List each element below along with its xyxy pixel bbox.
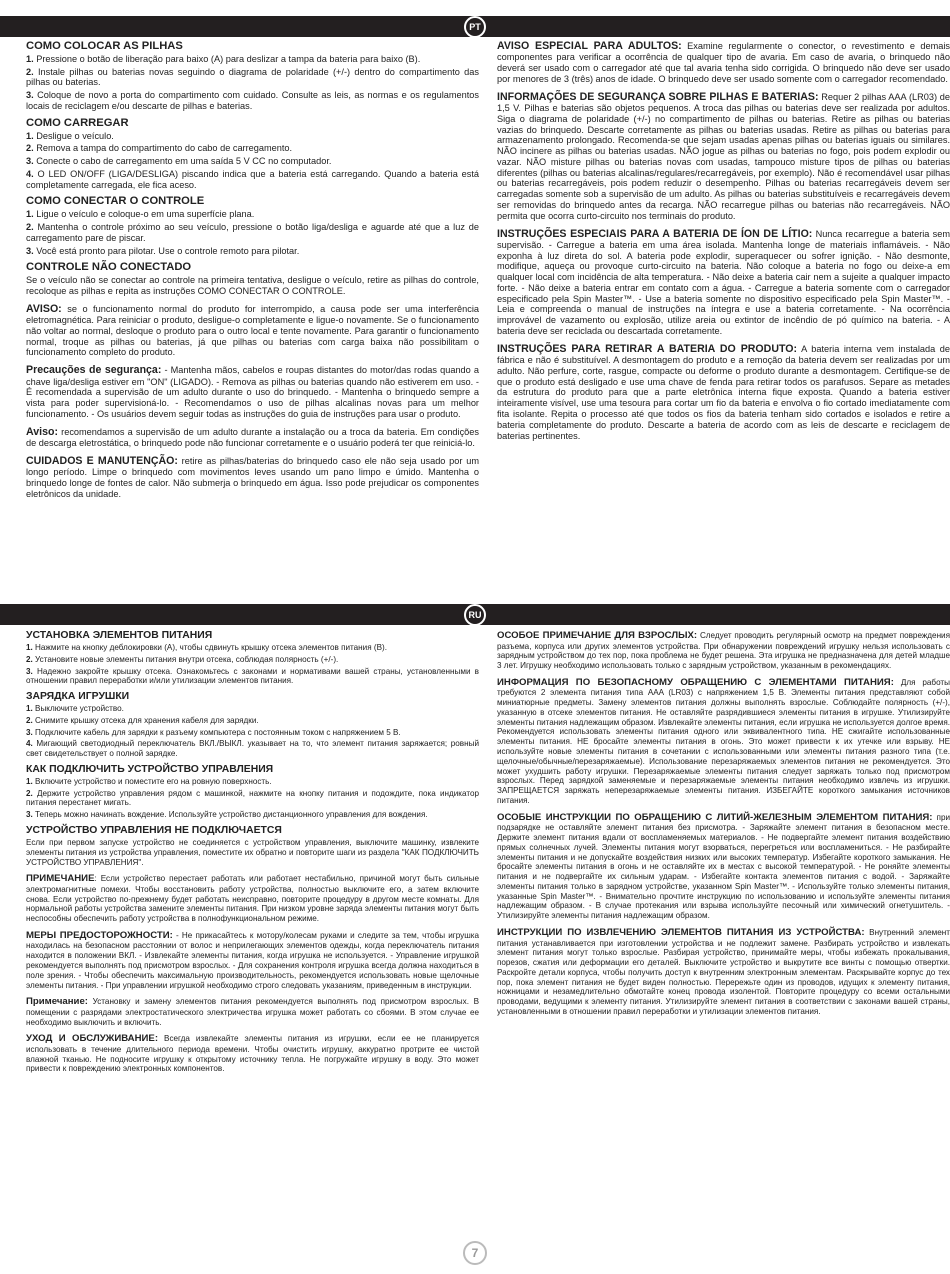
ru-precautions: МЕРЫ ПРЕДОСТОРОЖНОСТИ: - Не прикасайтесь к мотору/колесам руками и следите за тем, чтобы игрушка находилась на безопасном расстоянии от волос и неприлегающих элементов одежды, когда переключатель питания находится в положении ВКЛ. - Извлекайте элементы питания, когда игрушка не используется. - Управление игрушкой рекомендуется выполнять под присмотром взрослых. - Для сохранения контроля игрушка всегда должна находиться в поле зрения. - Чтобы обеспечить максимальную производительность, рекомендуется использовать новые щелочные элементы питания. - При управлении игрушкой необходимо строго следовать указаниям, приведенным в инструкции. (26, 929, 479, 990)
ru-language-badge: RU (464, 604, 486, 626)
pt-language-bar (0, 16, 950, 37)
pt-step: 1. Desligue o veículo. (26, 130, 114, 141)
pt-step: 2. Mantenha o controle próximo ao seu veículo, pressione o botão liga/desliga e aguarde até que a luz de carregamento pare de piscar. (26, 222, 479, 243)
pt-heading-connect: COMO CONECTAR O CONTROLE (26, 195, 205, 208)
pt-paragraph: Se o veículo não se conectar ao controle na primeira tentativa, desligue o veículo, retire as pilhas do controle, recoloque as pilhas e repita as instruções COMO CONECTAR O CONTROLE. (26, 275, 479, 296)
ru-battery-safety: ИНФОРМАЦИЯ ПО БЕЗОПАСНОМУ ОБРАЩЕНИЮ С ЭЛЕМЕНТАМИ ПИТАНИЯ: Для работы требуются 2 элемента питания типа AAA (LR03) с напряжением 1,5 В. Элементы питания представляют собой миниатюрные предметы. Замену элементов питания должны выполнять взрослые. Соблюдайте полярность (+/-), указанную в отсеке элементов питания. Не оставляйте разрядившиеся элементы питания в игрушке. Утилизируйте элементы питания надлежащим образом. Извлекайте элементы питания, если игрушка не используется долгое время. Рекомендуется использовать элементы питания одного или эквивалентного типа. НЕ сжигайте использованные элементы питания. НЕ бросайте элементы питания в огонь. Это может привести к их утечке или взрыву. НЕ используйте новые элементы питания в сочетании с использованными или элементы питания разного типа (т.е. щелочные/обычные/перезаряжаемые). Использование перезаряжаемых элементов питания не рекомендуется. Это может ухудшить работу игрушки. Перезаряжаемые элементы питания следует заряжать только под присмотром взрослых. Перед зарядкой заменяемые и перезаряжаемые элементы питания необходимо извлечь из игрушки. ЗАПРЕЩАЕТСЯ заряжать неперезаряжаемые элементы питания. ИЗБЕГАЙТЕ короткого замыкания источников питания. (497, 676, 950, 805)
pt-step: 1. Pressione o botão de liberação para baixo (A) para deslizar a tampa da bateria para baixo (B). (26, 53, 421, 64)
pt-heading-batteries: COMO COLOCAR AS PILHAS (26, 40, 183, 52)
pt-battery-removal: INSTRUÇÕES PARA RETIRAR A BATERIA DO PRODUTO: A bateria interna vem instalada de fábrica e não é substituível. A desmontagem do produto e a remoção da bateria devem ser realizadas por um adulto. Não perfure, corte, rasgue, compacte ou deforme o produto durante a desmontagem. Certifique-se de que o produto está desligado e use uma chave de fenda para retirar todos os parafusos. Separe as metades da estrutura do produto para que a parte eletrônica interna fique exposta. Quando a bateria estiver inteiramente visível, use uma tesoura para cortar um fio da bateria e envolva o fio cortado imediatamente com fita isolante. Repita o processo até que todos os fios da bateria tenham sido cortados e isolados e retire a bateria completamente do produto. Descarte a bateria de acordo com as leis de descarte e reciclagem de baterias pertinentes. (497, 342, 950, 441)
ru-step: 3. Подключите кабель для зарядки к разъему компьютера с постоянным током с напряжением 5 В. (26, 727, 401, 737)
ru-heading-batteries: УСТАНОВКА ЭЛЕМЕНТОВ ПИТАНИЯ (26, 630, 213, 641)
ru-step: 2. Снимите крышку отсека для хранения кабеля для зарядки. (26, 715, 259, 725)
ru-step: 2. Держите устройство управления рядом с машинкой, нажмите на кнопку питания и подождите, пока индикатор питания перестанет мигать. (26, 788, 479, 808)
ru-language-bar (0, 604, 950, 625)
ru-note: ПРИМЕЧАНИЕ: Если устройство перестает работать или работает нестабильно, причиной могут быть сильные электромагнитные помехи. Чтобы восстановить работу устройства, полностью выключите его, а затем включите снова. Если устройство по-прежнему будет работать неисправно, повторите процедуру в другом месте комнаты. Для нормальной работы устройства замените элементы питания. При низком уровне заряда элементы питания могут быть неспособны обеспечить работу устройства в полнофункциональном режиме. (26, 873, 479, 924)
ru-paragraph: Если при первом запуске устройство не соединяется с устройством управления, выключите машинку, извлеките элементы питания из устройства управления, поместите их обратно и повторите шаги из раздела "КАК ПОДКЛЮЧИТЬ УСТРОЙСТВО УПРАВЛЕНИЯ". (26, 837, 479, 867)
pt-step: 4. O LED ON/OFF (LIGA/DESLIGA) piscando indica que a bateria está carregando. Quando a bateria está completamente carregada, ele fica aceso. (26, 168, 479, 190)
pt-language-badge: PT (464, 16, 486, 38)
ru-heading-not-connected: УСТРОЙСТВО УПРАВЛЕНИЯ НЕ ПОДКЛЮЧАЕТСЯ (26, 825, 282, 837)
pt-heading-charging: COMO CARREGAR (26, 116, 129, 129)
ru-step: 4. Мигающий светодиодный переключатель ВКЛ./ВЫКЛ. указывает на то, что элемент питания заряжается; ровный свет свидетельствует о полной зарядке. (26, 739, 479, 759)
ru-step: 1. Выключите устройство. (26, 704, 124, 714)
pt-step: 2. Remova a tampa do compartimento do cabo de carregamento. (26, 143, 293, 154)
ru-step: 3. Теперь можно начинать вождение. Используйте устройство дистанционного управления для вождения. (26, 810, 428, 820)
pt-adult-notice: AVISO ESPECIAL PARA ADULTOS: Examine regularmente o conector, o revestimento e demais componentes para verificar a ocorrência de qualquer tipo de avaria. Em caso de avaria, o brinquedo não deverá ser usado com o carregador até que tal avaria tenha sido corrigida. O brinquedo não deve ser usado por menores de 3 (três) anos de idade. O brinquedo deve ser usado somente com o carregador recomendado. (497, 40, 950, 84)
pt-precautions: Precauções de segurança: - Mantenha mãos, cabelos e roupas distantes do motor/das rodas quando a chave liga/desliga estiver em "ON" (LIGADO). - Remova as pilhas ou baterias quando não estiverem em uso. - É recomendada a supervisão de um adulto durante o uso do brinquedo. - Mantenha o brinquedo sempre a vista para poder supervisioná-lo. - Recomendamos o uso de pilhas alcalinas novas para um melhor funcionamento. - Os usuários devem seguir todas as instruções do guia de instruções para usar o produto. (26, 364, 479, 419)
pt-step: 1. Ligue o veículo e coloque-o em uma superfície plana. (26, 209, 255, 220)
pt-section (26, 40, 950, 600)
ru-step: 2. Установите новые элементы питания внутри отсека, соблюдая полярность (+/-). (26, 654, 339, 664)
pt-warning-2: Aviso: recomendamos a supervisão de um adulto durante a instalação ou a troca da bateria. Em condições de descarga eletrostática, o brinquedo pode não funcionar corretamente e o usuário poderá ter que reiniciá-lo. (26, 425, 479, 449)
ru-battery-removal: ИНСТРУКЦИИ ПО ИЗВЛЕЧЕНИЮ ЭЛЕМЕНТОВ ПИТАНИЯ ИЗ УСТРОЙСТВА: Внутренний элемент питания устанавливается при изготовлении устройства и не подлежит замене. Разбирать устройство и извлекать элемент питания могут только взрослые. Разбирая устройство, принимайте меры, чтобы избежать прокалывания, порезов, сжатия или деформации его деталей. Выключите устройство и выкрутите все винты с помощью отвертки. Раскройте детали корпуса, чтобы получить доступ к внутренним электронным элементам. Раскрывайте корпус до тех пор, пока элемент питания не будет виден полностью. Перережьте один из проводов, идущих к элементу питания, ножницами и незамедлительно обмотайте конец провода изолентой. Повторите процедуру со всеми остальными проводами, ведущими к элементу питания. Утилизируйте элемент питания в соответствии с законами вашей страны, установленными в отношении правил переработки и утилизации элементов питания. (497, 927, 950, 1016)
ru-adult-notice: ОСОБОЕ ПРИМЕЧАНИЕ ДЛЯ ВЗРОСЛЫХ: Следует проводить регулярный осмотр на предмет повреждения разъема, корпуса или других элементов устройства. При обнаружении повреждений игрушку нельзя использовать с зарядным устройством до тех пор, пока проблема не будет решена. Эта игрушка не предназначена для детей младше 3 лет. Игрушку необходимо использовать только с зарядным устройством, указанным в рекомендациях. (497, 630, 950, 671)
pt-battery-safety: INFORMAÇÕES DE SEGURANÇA SOBRE PILHAS E BATERIAS: Requer 2 pilhas AAA (LR03) de 1,5 V. Pilhas e baterias são objetos pequenos. A troca das pilhas ou baterias deve ser realizada por adultos. Siga o diagrama de polaridade (+/-) no compartimento de pilhas ou baterias. Retire as pilhas ou baterias vazias do brinquedo. Descarte corretamente as pilhas ou baterias usadas. Retire as pilhas ou baterias para armazenamento prolongado. Recomenda-se que sejam usadas apenas pilhas ou baterias iguais ou similares. NÃO incinere as pilhas ou baterias usadas. NÃO jogue as pilhas ou baterias no fogo, pois podem explodir ou vazar. NÃO misture pilhas ou baterias novas com usadas, tampouco misture tipos de pilhas ou baterias diferentes (pilhas ou baterias alcalinas/regulares/recarregáveis, por exemplo). Não é recomendável usar pilhas ou baterias recarregáveis, pois podem reduzir o desempenho. Pilhas ou baterias recarregáveis devem ser carregadas somente sob a supervisão de um adulto. As pilhas ou baterias substituíveis e recarregáveis devem ser removidas do brinquedo antes da recarga. NÃO recarregue pilhas ou baterias não recarregáveis. NÃO permita que ocorra curto-circuito nos terminais do produto. (497, 90, 950, 221)
ru-section (26, 630, 950, 1230)
ru-step: 3. Надежно закройте крышку отсека. Ознакомьтесь с законами и нормативами вашей страны, установленными в отношении правил переработки и/или утилизации элементов питания. (26, 666, 479, 686)
pt-right-column (497, 40, 950, 600)
ru-right-column (497, 630, 950, 1230)
pt-lithium-instructions: INSTRUÇÕES ESPECIAIS PARA A BATERIA DE ÍON DE LÍTIO: Nunca recarregue a bateria sem supervisão. - Carregue a bateria em uma área isolada. Mantenha longe de materiais inflamáveis. - Não exponha à luz direta do sol. A bateria pode explodir, superaquecer ou sofrer ignição. - Não desmonte, modifique, aqueça ou provoque curto-circuito na bateria. Não coloque a bateria no fogo ou deixe-a em qualquer local com incidência de alta temperatura. - Não deixe a bateria cair nem a sujeite a qualquer impacto forte. - Não deixe a bateria entrar em contato com a água. - Carregue a bateria somente com o carregador especificado pela Spin Master™. - Use a bateria somente no dispositivo especificado pela Spin Master™. - Leia e compreenda o manual de instruções na íntegra e use a bateria corretamente. - Na ocorrência improvável de vazamento ou explosão, utilize areia ou extintor de incêndio de pó químico na bateria. - A bateria deve ser reciclada ou descartada corretamente. (497, 227, 950, 337)
ru-note-2: Примечание: Установку и замену элементов питания рекомендуется выполнять под присмотром взрослых. В помещении с разрядами электростатического электричества игрушка может работать со сбоями. В этом случае ее необходимо выключить и включить. (26, 996, 479, 1027)
ru-step: 1. Включите устройство и поместите его на ровную поверхность. (26, 776, 272, 786)
pt-care: CUIDADOS E MANUTENÇÃO: retire as pilhas/baterias do brinquedo caso ele não seja usado por um longo período. Limpe o brinquedo com movimentos leves usando um pano limpo e úmido. Mantenha o brinquedo longe de fontes de calor. Não submerja o brinquedo em água. Isso pode prejudicar os componentes eletrônicos da unidade. (26, 454, 479, 499)
ru-care: УХОД И ОБСЛУЖИВАНИЕ: Всегда извлекайте элементы питания из игрушки, если ее не планируется использовать в течение длительного периода времени. Чтобы очистить игрушку, аккуратно протрите ее чистой влажной тканью. Не подносите игрушку к открытому источнику тепла. Не погружайте игрушку в воду. Это может привести к повреждению электронных компонентов. (26, 1033, 479, 1074)
pt-step: 3. Você está pronto para pilotar. Use o controle remoto para pilotar. (26, 245, 300, 256)
pt-step: 3. Conecte o cabo de carregamento em uma saída 5 V CC no computador. (26, 156, 332, 167)
pt-left-column (26, 40, 479, 600)
pt-step: 3. Coloque de novo a porta do compartimento com cuidado. Consulte as leis, as normas e os regulamentos locais de reciclagem e/ou descarte de pilhas e baterias. (26, 90, 479, 111)
pt-warning: AVISO: se o funcionamento normal do produto for interrompido, a causa pode ser uma interferência eletromagnética. Para reiniciar o produto, desligue-o completamente e ligue-o novamente. Se o funcionamento não voltar ao normal, desloque o produto para o outro local e tente novamente. Para garantir o funcionamento normal, troque as pilhas ou baterias, já que pilhas ou baterias com carga baixa não possibilitam o funcionamento completo do produto. (26, 302, 479, 358)
ru-lithium-instructions: ОСОБЫЕ ИНСТРУКЦИИ ПО ОБРАЩЕНИЮ С ЛИТИЙ-ЖЕЛЕЗНЫМ ЭЛЕМЕНТОМ ПИТАНИЯ: при подзарядке не оставляйте элемент питания без присмотра. - Заряжайте элемент питания в безопасном месте. Держите элемент питания вдали от воспламеняемых материалов. - Не подвергайте элемент питания воздействию прямых солнечных лучей. Элементы питания могут взорваться, перегреться или воспламениться. - Не разбирайте элементы питания и не допускайте воздействия низких или высоких температур. Избегайте короткого замыкания. Не бросайте элементы питания в огонь и не оставляйте их в местах с высокой температурой. - Не роняйте элементы питания и не подвергайте их сильным ударам. - Избегайте контакта элементов питания с водой. - Заряжайте элементы питания только в зарядном устройстве, указанном Spin Master™. - Используйте только элементы питания, указанные Spin Master™. - Внимательно прочтите инструкцию по использованию и используйте элементы питания надлежащим образом. - В случае протекания или взрыва используйте песочный или химический огнетушитель. - Утилизируйте элементы питания надлежащим образом. (497, 811, 950, 921)
page-number: 7 (463, 1241, 487, 1265)
ru-heading-charging: ЗАРЯДКА ИГРУШКИ (26, 691, 130, 703)
pt-step: 2. Instale pilhas ou baterias novas seguindo o diagrama de polaridade (+/-) dentro do compartimento das pilhas ou baterias. (26, 66, 479, 88)
pt-heading-not-connected: CONTROLE NÃO CONECTADO (26, 261, 192, 274)
ru-left-column (26, 630, 479, 1230)
ru-heading-connect: КАК ПОДКЛЮЧИТЬ УСТРОЙСТВО УПРАВЛЕНИЯ (26, 763, 274, 775)
ru-step: 1. Нажмите на кнопку деблокировки (А), чтобы сдвинуть крышку отсека элементов питания (В). (26, 642, 387, 652)
